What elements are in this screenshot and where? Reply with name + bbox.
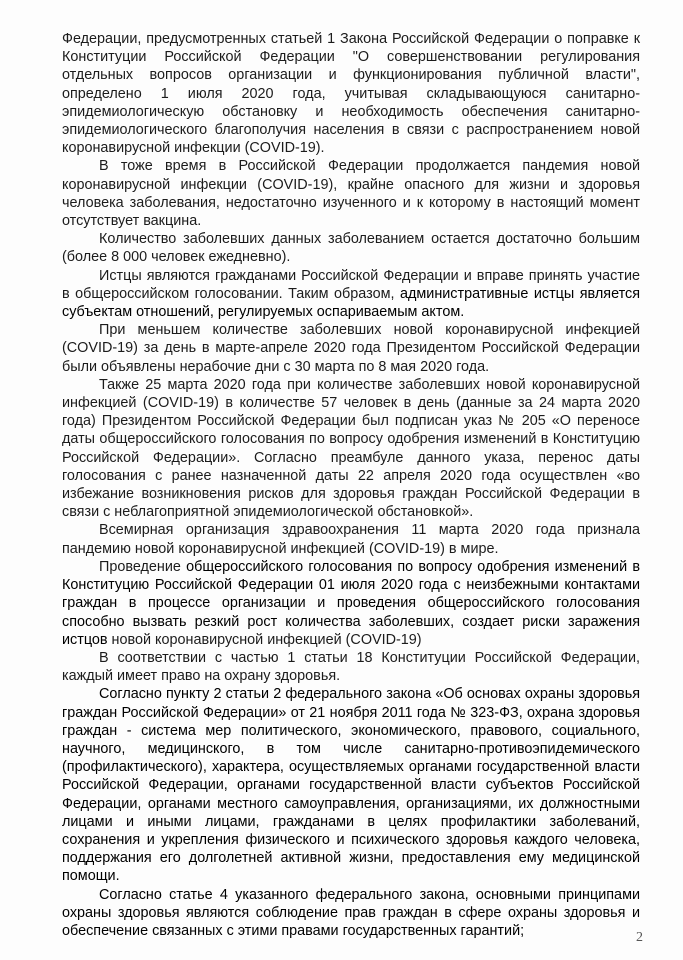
paragraph-4 xyxy=(62,267,640,322)
paragraph-10: Согласно пункту 2 статьи 2 федерального закона «Об основах охраны здоровья граждан Российской Федерации» от 21 ноября 2011 года № 323-ФЗ, охрана здоровья граждан - система мер политического, экономического, правового, социального, научного, медицинского, в том числе санитарно-противоэпидемического (профилактического), характера, осуществляемых органами государственной власти Российской Федерации, органами государственной власти субъектов Российской Федерации, органами местного самоуправления, организациями, их должностными лицами и иными лицами, гражданами в целях профилактики заболеваний, сохранения и укрепления физического и психического здоровья каждого человека, поддержания его долголетней активной жизни, предоставления ему медицинской помощи. xyxy=(62,686,640,885)
paragraph-9: В соответствии с частью 1 статьи 18 Конституции Российской Федерации, каждый имеет право на охрану здоровья. xyxy=(62,649,640,685)
paragraph-5: При меньшем количестве заболевших новой коронавирусной инфекцией (COVID-19) за день в марте-апреле 2020 года Президентом Российской Федерации были объявлены нерабочие дни с 30 марта по 8 мая 2020 года. xyxy=(62,322,640,375)
paragraph-6: Также 25 марта 2020 года при количестве заболевших новой коронавирусной инфекцией (COVID-19) в количестве 57 человек в день (данные за 24 марта 2020 года) Президентом Российской Федерации был подписан указ № 205 «О переносе даты общероссийского голосования по вопросу одобрения изменений в Конституцию Российской Федерации». Согласно преамбуле данного указа, перенос даты голосования с ранее назначенной даты 22 апреля 2020 года осуществлен «во избежание возникновения рисков для здоровья граждан Российской Федерации в связи с неблагоприятной эпидемиологической обстановкой». xyxy=(62,376,640,521)
paragraph-7: Всемирная организация здравоохранения 11 марта 2020 года признала пандемию новой коронавирусной инфекцией (COVID-19) в мире. xyxy=(62,522,640,557)
paragraph-3: Количество заболевших данных заболеванием остается достаточно большим (более 8 000 человек ежедневно). xyxy=(62,231,640,266)
paragraph-4-part-2: административные истцы является субъектам отношений, регулируемых оспариваемым актом. xyxy=(62,285,641,321)
paragraph-4-part-1: Истцы являются гражданами Российской Федерации и вправе принять участие в общероссийском голосовании. Таким образом, xyxy=(62,267,640,302)
paragraph-1: Федерации, предусмотренных статьей 1 Закона Российской Федерации о поправке к Конституции Российской Федерации "О совершенствовании регулирования отдельных вопросов организации и функционирования публичной власти", определено 1 июля 2020 года, учитывая складывающуюся санитарно-эпидемиологическую обстановку и необходимость обеспечения санитарно-эпидемиологического благополучия населения в связи с распространением новой коронавирусной инфекции (COVID-19). xyxy=(62,31,640,157)
paragraph-11: Согласно статье 4 указанного федерального закона, основными принципами охраны здоровья являются соблюдение прав граждан в сфере охраны здоровья и обеспечение связанных с этими правами государственных гарантий; xyxy=(62,886,640,939)
page-number: 2 xyxy=(636,930,643,945)
document-body xyxy=(62,30,640,940)
paragraph-8-part-2: общероссийского голосования по вопросу одобрения изменений в Конституцию Российской Федерации 01 июля 2020 года с неизбежными контактами граждан в процессе организации и проведения общероссийского голосования способно вызвать резкий рост количества заболевших, создает риски заражения истцов xyxy=(62,558,640,648)
paragraph-8-part-1: Проведение xyxy=(99,558,187,575)
paragraph-8 xyxy=(62,558,640,649)
paragraph-2: В тоже время в Российской Федерации продолжается пандемия новой коронавирусной инфекции (COVID-19), крайне опасного для жизни и здоровья человека заболевания, недостаточно изученного и к которому в настоящий момент отсутствует вакцина. xyxy=(62,158,640,230)
paragraph-8-part-3: новой коронавирусной инфекцией (COVID-19) xyxy=(107,631,422,648)
